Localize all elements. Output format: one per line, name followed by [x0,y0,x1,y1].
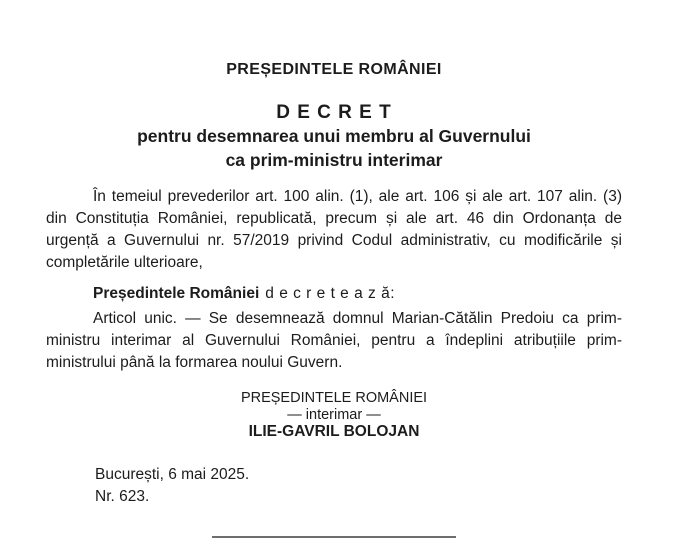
end-divider [212,536,456,538]
decree-title: D E C R E T [276,102,392,123]
enactment-line [46,283,622,305]
document-number: Nr. 623. [95,487,150,505]
place-date: București, 6 mai 2025. [95,465,250,483]
signature-title: PREȘEDINTELE ROMÂNIEI [240,390,428,406]
enactment-subject: Președintele României [93,285,260,302]
issuer-title: PREȘEDINTELE ROMÂNIEI [226,61,442,78]
signature-block [46,390,622,441]
signature-name: ILIE-GAVRIL BOLOJAN [248,423,420,440]
signature-interim-label: — interimar — [287,406,381,423]
article-paragraph: Articol unic. — Se desemnează domnul Marian-Cătălin Predoiu ca prim-ministru interimar al Guvernului României, pentru a îndeplini atribuțiile prim-ministrului până la formarea noului Guvern. [46,310,622,371]
preamble-paragraph: În temeiul prevederilor art. 100 alin. (1), ale art. 106 și ale art. 107 alin. (3) din Constituția României, republicată, precum și ale art. 46 din Ordonanța de urgență a Guvernului nr. 57/2019 privind Codul administrativ, cu modificările și completările ulterioare, [46,188,622,271]
decree-subtitle-line1: pentru desemnarea unui membru al Guvernului [137,126,531,146]
decree-subtitle-line2: ca prim-ministru interimar [225,150,443,170]
enactment-verb: d e c r e t e a z ă: [265,285,396,302]
